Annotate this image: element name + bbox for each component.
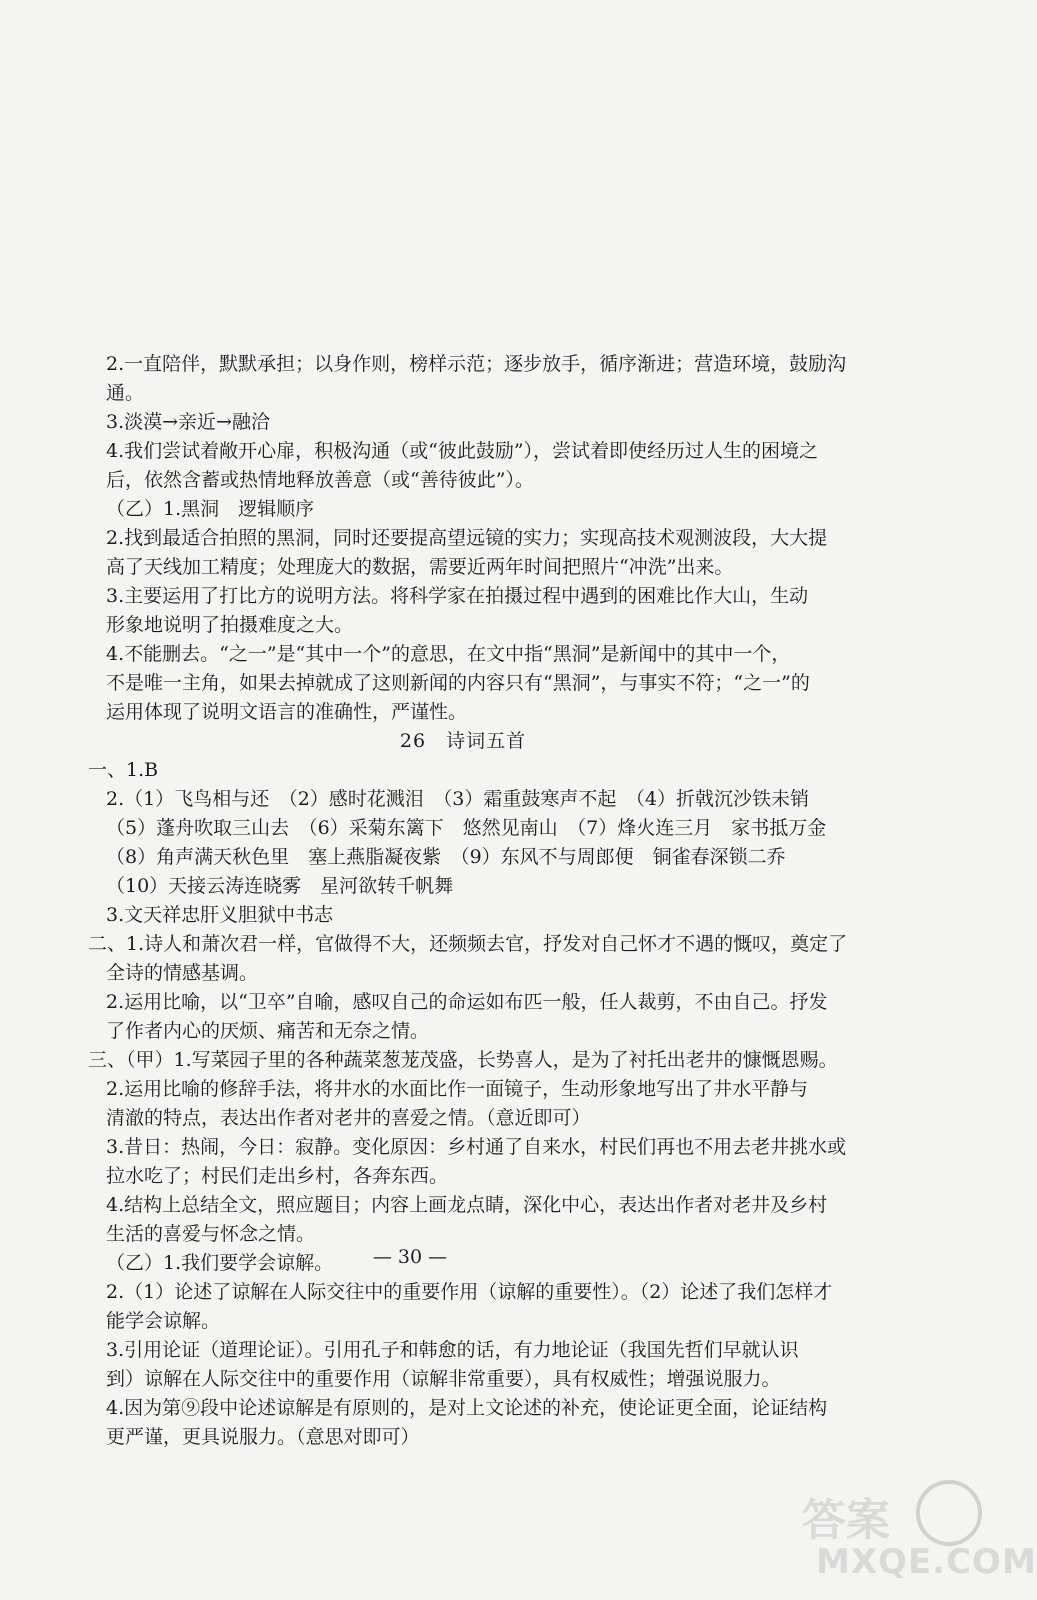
answer-line: 三、（甲）1.写菜园子里的各种蔬菜葱茏茂盛，长势喜人，是为了衬托出老井的慷慨恩赐。 (88, 1049, 838, 1071)
answer-line: 后，依然含蓄或热情地释放善意（或“善待彼此”）。 (106, 469, 534, 491)
answer-line: 4.不能删去。“之一”是“其中一个”的意思，在文中指“黑洞”是新闻中的其中一个， (106, 643, 791, 665)
answer-line: 一、1.B (88, 759, 159, 781)
watermark-characters: 答案 (802, 1495, 890, 1546)
answer-line: 运用体现了说明文语言的准确性，严谨性。 (106, 701, 468, 723)
answer-line: 2.（1）飞鸟相与还 （2）感时花溅泪 （3）霜重鼓寒声不起 （4）折戟沉沙铁未销 (106, 788, 809, 810)
answer-line: 4.结构上总结全文，照应题目；内容上画龙点睛，深化中心，表达出作者对老井及乡村 (106, 1194, 828, 1216)
answer-line: （乙）1.黑洞 逻辑顺序 (106, 498, 315, 520)
watermark-badge-icon (916, 1480, 982, 1546)
watermark-site-text: MXQE.COM (816, 1542, 1037, 1582)
answer-line: 3.文天祥忠肝义胆狱中书志 (106, 904, 334, 926)
answer-line: 2.一直陪伴，默默承担；以身作则，榜样示范；逐步放手，循序渐进；营造环境，鼓励沟 (106, 353, 847, 375)
answer-line: 更严谨，更具说服力。（意思对即可） (106, 1426, 420, 1448)
watermark-logo (802, 1480, 1037, 1590)
answer-line: 3.引用论证（道理论证）。引用孔子和韩愈的话，有力地论证（我国先哲们早就认识 (106, 1339, 799, 1361)
answer-line: 到）谅解在人际交往中的重要作用（谅解非常重要），具有权威性；增强说服力。 (106, 1368, 781, 1390)
answer-line: （5）蓬舟吹取三山去 （6）采菊东篱下 悠然见南山 （7）烽火连三月 家书抵万金 (106, 817, 827, 839)
answer-line: 拉水吃了；村民们走出乡村，各奔东西。 (106, 1165, 449, 1187)
answer-line: 了作者内心的厌烦、痛苦和无奈之情。 (106, 1020, 430, 1042)
answer-line: 2.找到最适合拍照的黑洞，同时还要提高望远镜的实力；实现高技术观测波段，大大提 (106, 527, 828, 549)
answer-line: 3.昔日：热闹，今日：寂静。变化原因：乡村通了自来水，村民们再也不用去老井挑水或 (106, 1136, 847, 1158)
answer-line: （乙）1.我们要学会谅解。 (106, 1252, 334, 1274)
answer-line: 3.淡漠→亲近→融洽 (106, 411, 270, 433)
answer-line: 高了天线加工精度；处理庞大的数据，需要近两年时间把照片“冲洗”出来。 (106, 556, 734, 578)
answer-line: 清澈的特点，表达出作者对老井的喜爱之情。（意近即可） (106, 1107, 591, 1129)
answer-line: 4.因为第⑨段中论述谅解是有原则的，是对上文论述的补充，使论证更全面，论证结构 (106, 1397, 828, 1419)
answer-line: 4.我们尝试着敞开心扉，积极沟通（或“彼此鼓励”），尝试着即使经历过人生的困境之 (106, 440, 819, 462)
answer-line: （8）角声满天秋色里 塞上燕脂凝夜紫 （9）东风不与周郎便 铜雀春深锁二乔 (106, 846, 786, 868)
answer-line: 2.运用比喻，以“卫卒”自喻，感叹自己的命运如布匹一般，任人裁剪，不由自己。抒发 (106, 991, 828, 1013)
answer-line: 全诗的情感基调。 (106, 962, 259, 984)
page-number: — 30 — (372, 1246, 448, 1268)
answer-line: 能学会谅解。 (106, 1310, 221, 1332)
answer-line: 2.运用比喻的修辞手法，将井水的水面比作一面镜子，生动形象地写出了井水平静与 (106, 1078, 809, 1100)
section-heading: 26 诗词五首 (399, 730, 527, 752)
answer-line: 形象地说明了拍摄难度之大。 (106, 614, 354, 636)
answer-line: 生活的喜爱与怀念之情。 (106, 1223, 316, 1245)
answer-content (88, 350, 848, 1452)
answer-line: 通。 (106, 382, 145, 404)
answer-line: 2.（1）论述了谅解在人际交往中的重要作用（谅解的重要性）。（2）论述了我们怎样才 (106, 1281, 833, 1303)
answer-line: 3.主要运用了打比方的说明方法。将科学家在拍摄过程中遇到的困难比作大山，生动 (106, 585, 809, 607)
answer-line: 二、1.诗人和萧次君一样，官做得不大，还频频去官，抒发对自己怀才不遇的慨叹，奠定了 (88, 933, 848, 955)
answer-line: 不是唯一主角，如果去掉就成了这则新闻的内容只有“黑洞”，与事实不符；“之一”的 (106, 672, 810, 694)
answer-line: （10）天接云涛连晓雾 星河欲转千帆舞 (106, 875, 454, 897)
